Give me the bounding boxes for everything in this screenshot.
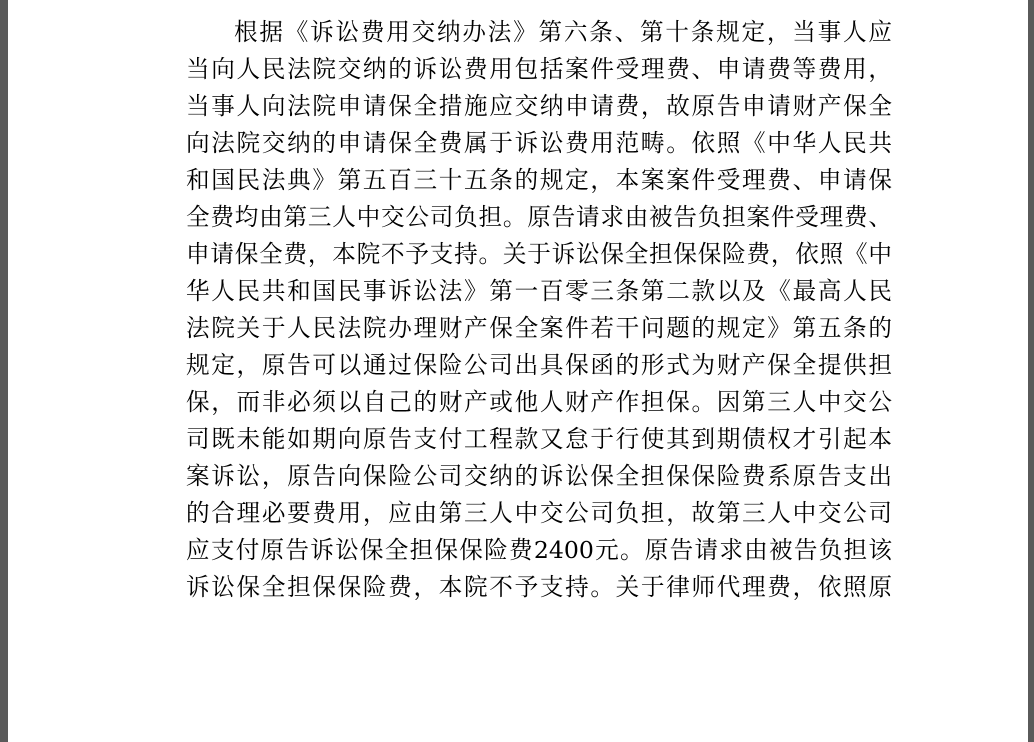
- paragraph-line: 案诉讼，原告向保险公司交纳的诉讼保全担保保险费系原告支出: [186, 462, 892, 490]
- viewer-right-border: [1028, 0, 1034, 742]
- document-page[interactable]: [8, 0, 1028, 742]
- paragraph-line: 应支付原告诉讼保全担保保险费2400元。原告请求由被告负担该: [186, 536, 892, 564]
- paragraph-line: 诉讼保全担保保险费，本院不予支持。关于律师代理费，依照原: [186, 573, 892, 601]
- paragraph-line: 华人民共和国民事诉讼法》第一百零三条第二款以及《最高人民: [186, 277, 892, 305]
- paragraph-line: 当事人向法院申请保全措施应交纳申请费，故原告申请财产保全: [186, 92, 892, 120]
- paragraph-line: 向法院交纳的申请保全费属于诉讼费用范畴。依照《中华人民共: [186, 129, 892, 157]
- body-paragraph: [186, 14, 898, 606]
- paragraph-line: 保，而非必须以自己的财产或他人财产作担保。因第三人中交公: [186, 388, 892, 416]
- paragraph-line: 申请保全费，本院不予支持。关于诉讼保全担保保险费，依照《中: [186, 240, 892, 268]
- paragraph-line: 全费均由第三人中交公司负担。原告请求由被告负担案件受理费、: [186, 203, 892, 231]
- paragraph-line: 司既未能如期向原告支付工程款又怠于行使其到期债权才引起本: [186, 425, 892, 453]
- paragraph-line: 的合理必要费用，应由第三人中交公司负担，故第三人中交公司: [186, 499, 892, 527]
- paragraph-line: 法院关于人民法院办理财产保全案件若干问题的规定》第五条的: [186, 314, 892, 342]
- paragraph-line: 当向人民法院交纳的诉讼费用包括案件受理费、申请费等费用，: [186, 55, 892, 83]
- paragraph-line: 和国民法典》第五百三十五条的规定，本案案件受理费、申请保: [186, 166, 892, 194]
- viewer-left-border: [0, 0, 8, 742]
- paragraph-line: 根据《诉讼费用交纳办法》第六条、第十条规定，当事人应: [234, 18, 892, 46]
- paragraph-line: 规定，原告可以通过保险公司出具保函的形式为财产保全提供担: [186, 351, 892, 379]
